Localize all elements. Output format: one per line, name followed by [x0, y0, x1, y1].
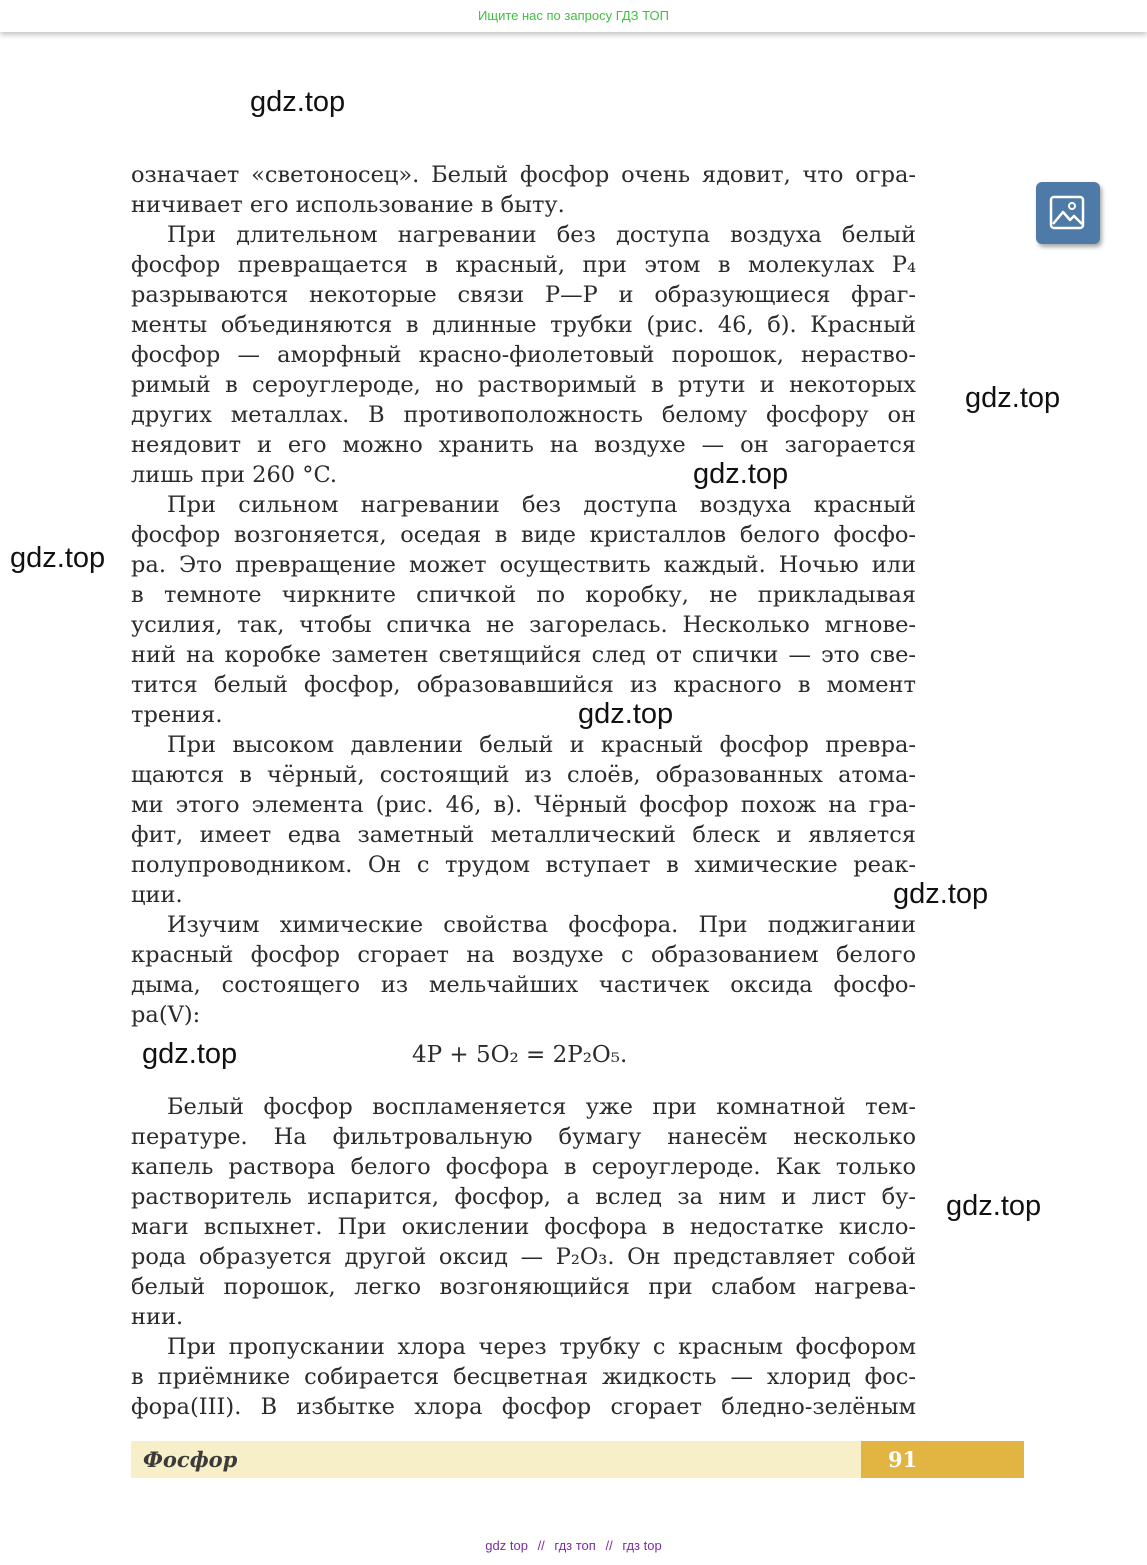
chapter-title: Фосфор [143, 1447, 238, 1472]
text-line: ра. Это превращение может осуществить каждый. Ночью или [131, 552, 916, 578]
link-gdz-top-mixed[interactable]: гдз top [622, 1538, 662, 1553]
text-line: тится белый фосфор, образовавшийся из красного в момент [131, 672, 916, 698]
text-line: дыма, состоящего из мельчайших частичек оксида фосфо- [131, 972, 916, 998]
text-line: других металлах. В противоположность белому фосфору он [131, 402, 916, 428]
text-line: маги вспыхнет. При окислении фосфора в недостатке кисло- [131, 1214, 916, 1240]
watermark: gdz.top [142, 1038, 238, 1070]
text-line: менты объединяются в длинные трубки (рис. 46, б). Красный [131, 312, 916, 338]
text-line: нии. [131, 1304, 184, 1330]
link-separator: // [537, 1538, 545, 1553]
banner-text: Ищите нас по запросу ГДЗ ТОП [478, 8, 669, 23]
text-line: При длительном нагревании без доступа воздуха белый [167, 222, 916, 248]
link-separator: // [605, 1538, 613, 1553]
watermark: gdz.top [893, 878, 989, 910]
text-line: фосфор превращается в красный, при этом в молекулах P₄ [131, 252, 916, 278]
text-line: ний на коробке заметен светящийся след от спички — это све- [131, 642, 916, 668]
text-line: разрываются некоторые связи P—P и образующиеся фраг- [131, 282, 916, 308]
footer-band [131, 1441, 861, 1478]
watermark: gdz.top [578, 698, 674, 730]
bottom-links [0, 1538, 1147, 1553]
text-line: трения. [131, 702, 223, 728]
page-number: 91 [861, 1441, 1024, 1478]
text-line: в темноте чиркните спичкой по коробку, не прикладывая [131, 582, 916, 608]
watermark: gdz.top [693, 458, 789, 490]
text-line: ции. [131, 882, 183, 908]
text-line: в приёмнике собирается бесцветная жидкость — хлорид фос- [131, 1364, 916, 1390]
text-line: фосфор возгоняется, оседая в виде кристаллов белого фосфо- [131, 522, 916, 548]
text-line: Изучим химические свойства фосфора. При поджигании [167, 912, 916, 938]
text-line: римый в сероуглероде, но растворимый в ртути и некоторых [131, 372, 916, 398]
link-gdz-top-ru[interactable]: гдз топ [554, 1538, 596, 1553]
text-line: означает «светоносец». Белый фосфор очень ядовит, что огра- [131, 162, 916, 188]
text-line: растворитель испарится, фосфор, а вслед за ним и лист бу- [131, 1184, 916, 1210]
formula-text: 4P + 5O₂ = 2P₂O₅. [412, 1042, 628, 1068]
watermark: gdz.top [965, 382, 1061, 414]
text-line: лишь при 260 °C. [131, 462, 338, 488]
image-view-button[interactable] [1036, 182, 1100, 244]
text-line: При пропускании хлора через трубку с красным фосфором [167, 1334, 916, 1360]
text-line: фосфор — аморфный красно-фиолетовый порошок, нераство- [131, 342, 916, 368]
link-gdz-top[interactable]: gdz top [485, 1538, 528, 1553]
image-icon [1048, 194, 1088, 232]
text-line: капель раствора белого фосфора в сероуглероде. Как только [131, 1154, 916, 1180]
text-line: фит, имеет едва заметный металлический блеск и является [131, 822, 916, 848]
text-line: рода образуется другой оксид — P₂O₃. Он представляет собой [131, 1244, 916, 1270]
text-line: При высоком давлении белый и красный фосфор превра- [167, 732, 916, 758]
text-line: ми этого элемента (рис. 46, в). Чёрный фосфор похож на гра- [131, 792, 916, 818]
top-banner [0, 0, 1147, 32]
text-line: полупроводником. Он с трудом вступает в химические реак- [131, 852, 916, 878]
text-line: белый порошок, легко возгоняющийся при слабом нагрева- [131, 1274, 916, 1300]
text-line: Белый фосфор воспламеняется уже при комнатной тем- [167, 1094, 916, 1120]
text-line: щаются в чёрный, состоящий из слоёв, образованных атома- [131, 762, 916, 788]
watermark: gdz.top [946, 1190, 1042, 1222]
text-line: фора(III). В избытке хлора фосфор сгорает бледно-зелёным [131, 1394, 916, 1420]
text-line: ничивает его использование в быту. [131, 192, 565, 218]
text-line: усилия, так, чтобы спичка не загорелась. Несколько мгнове- [131, 612, 916, 638]
reaction-equation [412, 1042, 627, 1068]
text-line: ра(V): [131, 1002, 201, 1028]
text-line: пературе. На фильтровальную бумагу нанесём несколько [131, 1124, 916, 1150]
text-line: неядовит и его можно хранить на воздухе — он загорается [131, 432, 916, 458]
text-line: красный фосфор сгорает на воздухе с образованием белого [131, 942, 916, 968]
watermark: gdz.top [10, 542, 106, 574]
watermark: gdz.top [250, 86, 346, 118]
text-line: При сильном нагревании без доступа воздуха красный [167, 492, 916, 518]
